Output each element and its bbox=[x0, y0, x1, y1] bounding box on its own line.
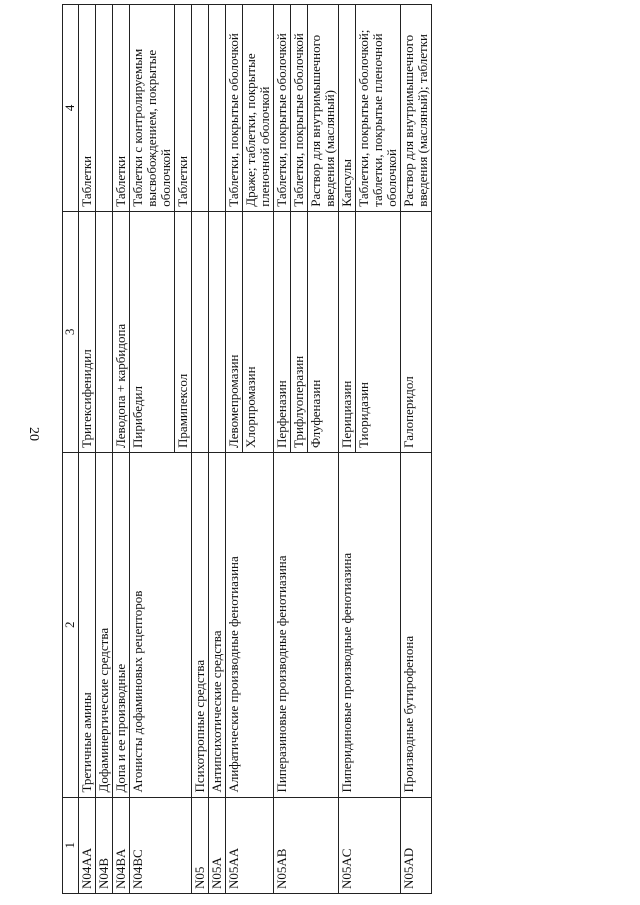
group-name: Алифатические производные фенотиазина bbox=[226, 452, 274, 797]
dosage-form: Таблетки bbox=[175, 5, 192, 212]
drug-name: Тиоридазин bbox=[356, 211, 401, 452]
drug-name: Леводопа + карбидопа bbox=[113, 211, 130, 452]
page-number: 20 bbox=[26, 427, 41, 441]
dosage-form: Капсулы bbox=[339, 5, 356, 212]
empty-cell bbox=[192, 5, 209, 212]
group-name: Психотропные средства bbox=[192, 452, 209, 797]
empty-cell bbox=[96, 211, 113, 452]
dosage-form: Таблетки, покрытые оболочкой bbox=[291, 5, 308, 212]
group-name: Пиперазиновые производные фенотиазина bbox=[274, 452, 339, 797]
group-name: Допа и ее производные bbox=[113, 452, 130, 797]
dosage-form: Раствор для внутримышечного введения (масляный); таблетки bbox=[401, 5, 432, 212]
empty-cell bbox=[192, 211, 209, 452]
table-row bbox=[130, 5, 175, 894]
atc-code: N04AA bbox=[79, 797, 96, 893]
drug-name: Пирибедил bbox=[130, 211, 175, 452]
atc-code: N04BA bbox=[113, 797, 130, 893]
dosage-form: Таблетки с контролируемым высвобождением, покрытые оболочкой bbox=[130, 5, 175, 212]
table-row bbox=[96, 5, 113, 894]
atc-code: N05AB bbox=[274, 797, 339, 893]
drug-name: Тригексифенидил bbox=[79, 211, 96, 452]
table-row bbox=[192, 5, 209, 894]
drug-name: Перициазин bbox=[339, 211, 356, 452]
atc-code: N05 bbox=[192, 797, 209, 893]
empty-cell bbox=[96, 5, 113, 212]
atc-code: N05AD bbox=[401, 797, 432, 893]
empty-cell bbox=[209, 211, 226, 452]
table-row bbox=[226, 5, 243, 894]
atc-code: N04BC bbox=[130, 797, 192, 893]
drug-name: Трифлуоперазин bbox=[291, 211, 308, 452]
table-row bbox=[113, 5, 130, 894]
drug-name: Перфеназин bbox=[274, 211, 291, 452]
atc-code: N05AC bbox=[339, 797, 401, 893]
drug-name: Хлорпромазин bbox=[243, 211, 274, 452]
group-name: Производные бутирофенона bbox=[401, 452, 432, 797]
header-col-3: 3 bbox=[63, 211, 79, 452]
drug-name: Прамипексол bbox=[175, 211, 192, 452]
medication-table bbox=[62, 4, 432, 894]
group-name: Агонисты дофаминовых рецепторов bbox=[130, 452, 192, 797]
table-row bbox=[79, 5, 96, 894]
header-col-4: 4 bbox=[63, 5, 79, 212]
drug-name: Галоперидол bbox=[401, 211, 432, 452]
dosage-form: Таблетки, покрытые оболочкой bbox=[274, 5, 291, 212]
atc-code: N05A bbox=[209, 797, 226, 893]
atc-code: N05AA bbox=[226, 797, 274, 893]
header-col-2: 2 bbox=[63, 452, 79, 797]
dosage-form: Таблетки bbox=[79, 5, 96, 212]
header-row bbox=[63, 5, 79, 894]
group-name: Третичные амины bbox=[79, 452, 96, 797]
table-row bbox=[209, 5, 226, 894]
group-name: Пиперидиновые производные фенотиазина bbox=[339, 452, 401, 797]
atc-code: N04B bbox=[96, 797, 113, 893]
drug-name: Левомепромазин bbox=[226, 211, 243, 452]
dosage-form: Раствор для внутримышечного введения (масляный) bbox=[308, 5, 339, 212]
dosage-form: Таблетки bbox=[113, 5, 130, 212]
table-viewport bbox=[62, 4, 582, 894]
group-name: Антипсихотические средства bbox=[209, 452, 226, 797]
dosage-form: Драже; таблетки, покрытые пленочной оболочкой bbox=[243, 5, 274, 212]
dosage-form: Таблетки, покрытые оболочкой bbox=[226, 5, 243, 212]
drug-name: Флуфеназин bbox=[308, 211, 339, 452]
table-row bbox=[339, 5, 356, 894]
table-row bbox=[274, 5, 291, 894]
header-col-1: 1 bbox=[63, 797, 79, 893]
rotated-sheet bbox=[62, 4, 582, 894]
dosage-form: Таблетки, покрытые оболочкой; таблетки, покрытые пленочной оболочкой bbox=[356, 5, 401, 212]
empty-cell bbox=[209, 5, 226, 212]
group-name: Дофаминергические средства bbox=[96, 452, 113, 797]
table-row bbox=[401, 5, 432, 894]
